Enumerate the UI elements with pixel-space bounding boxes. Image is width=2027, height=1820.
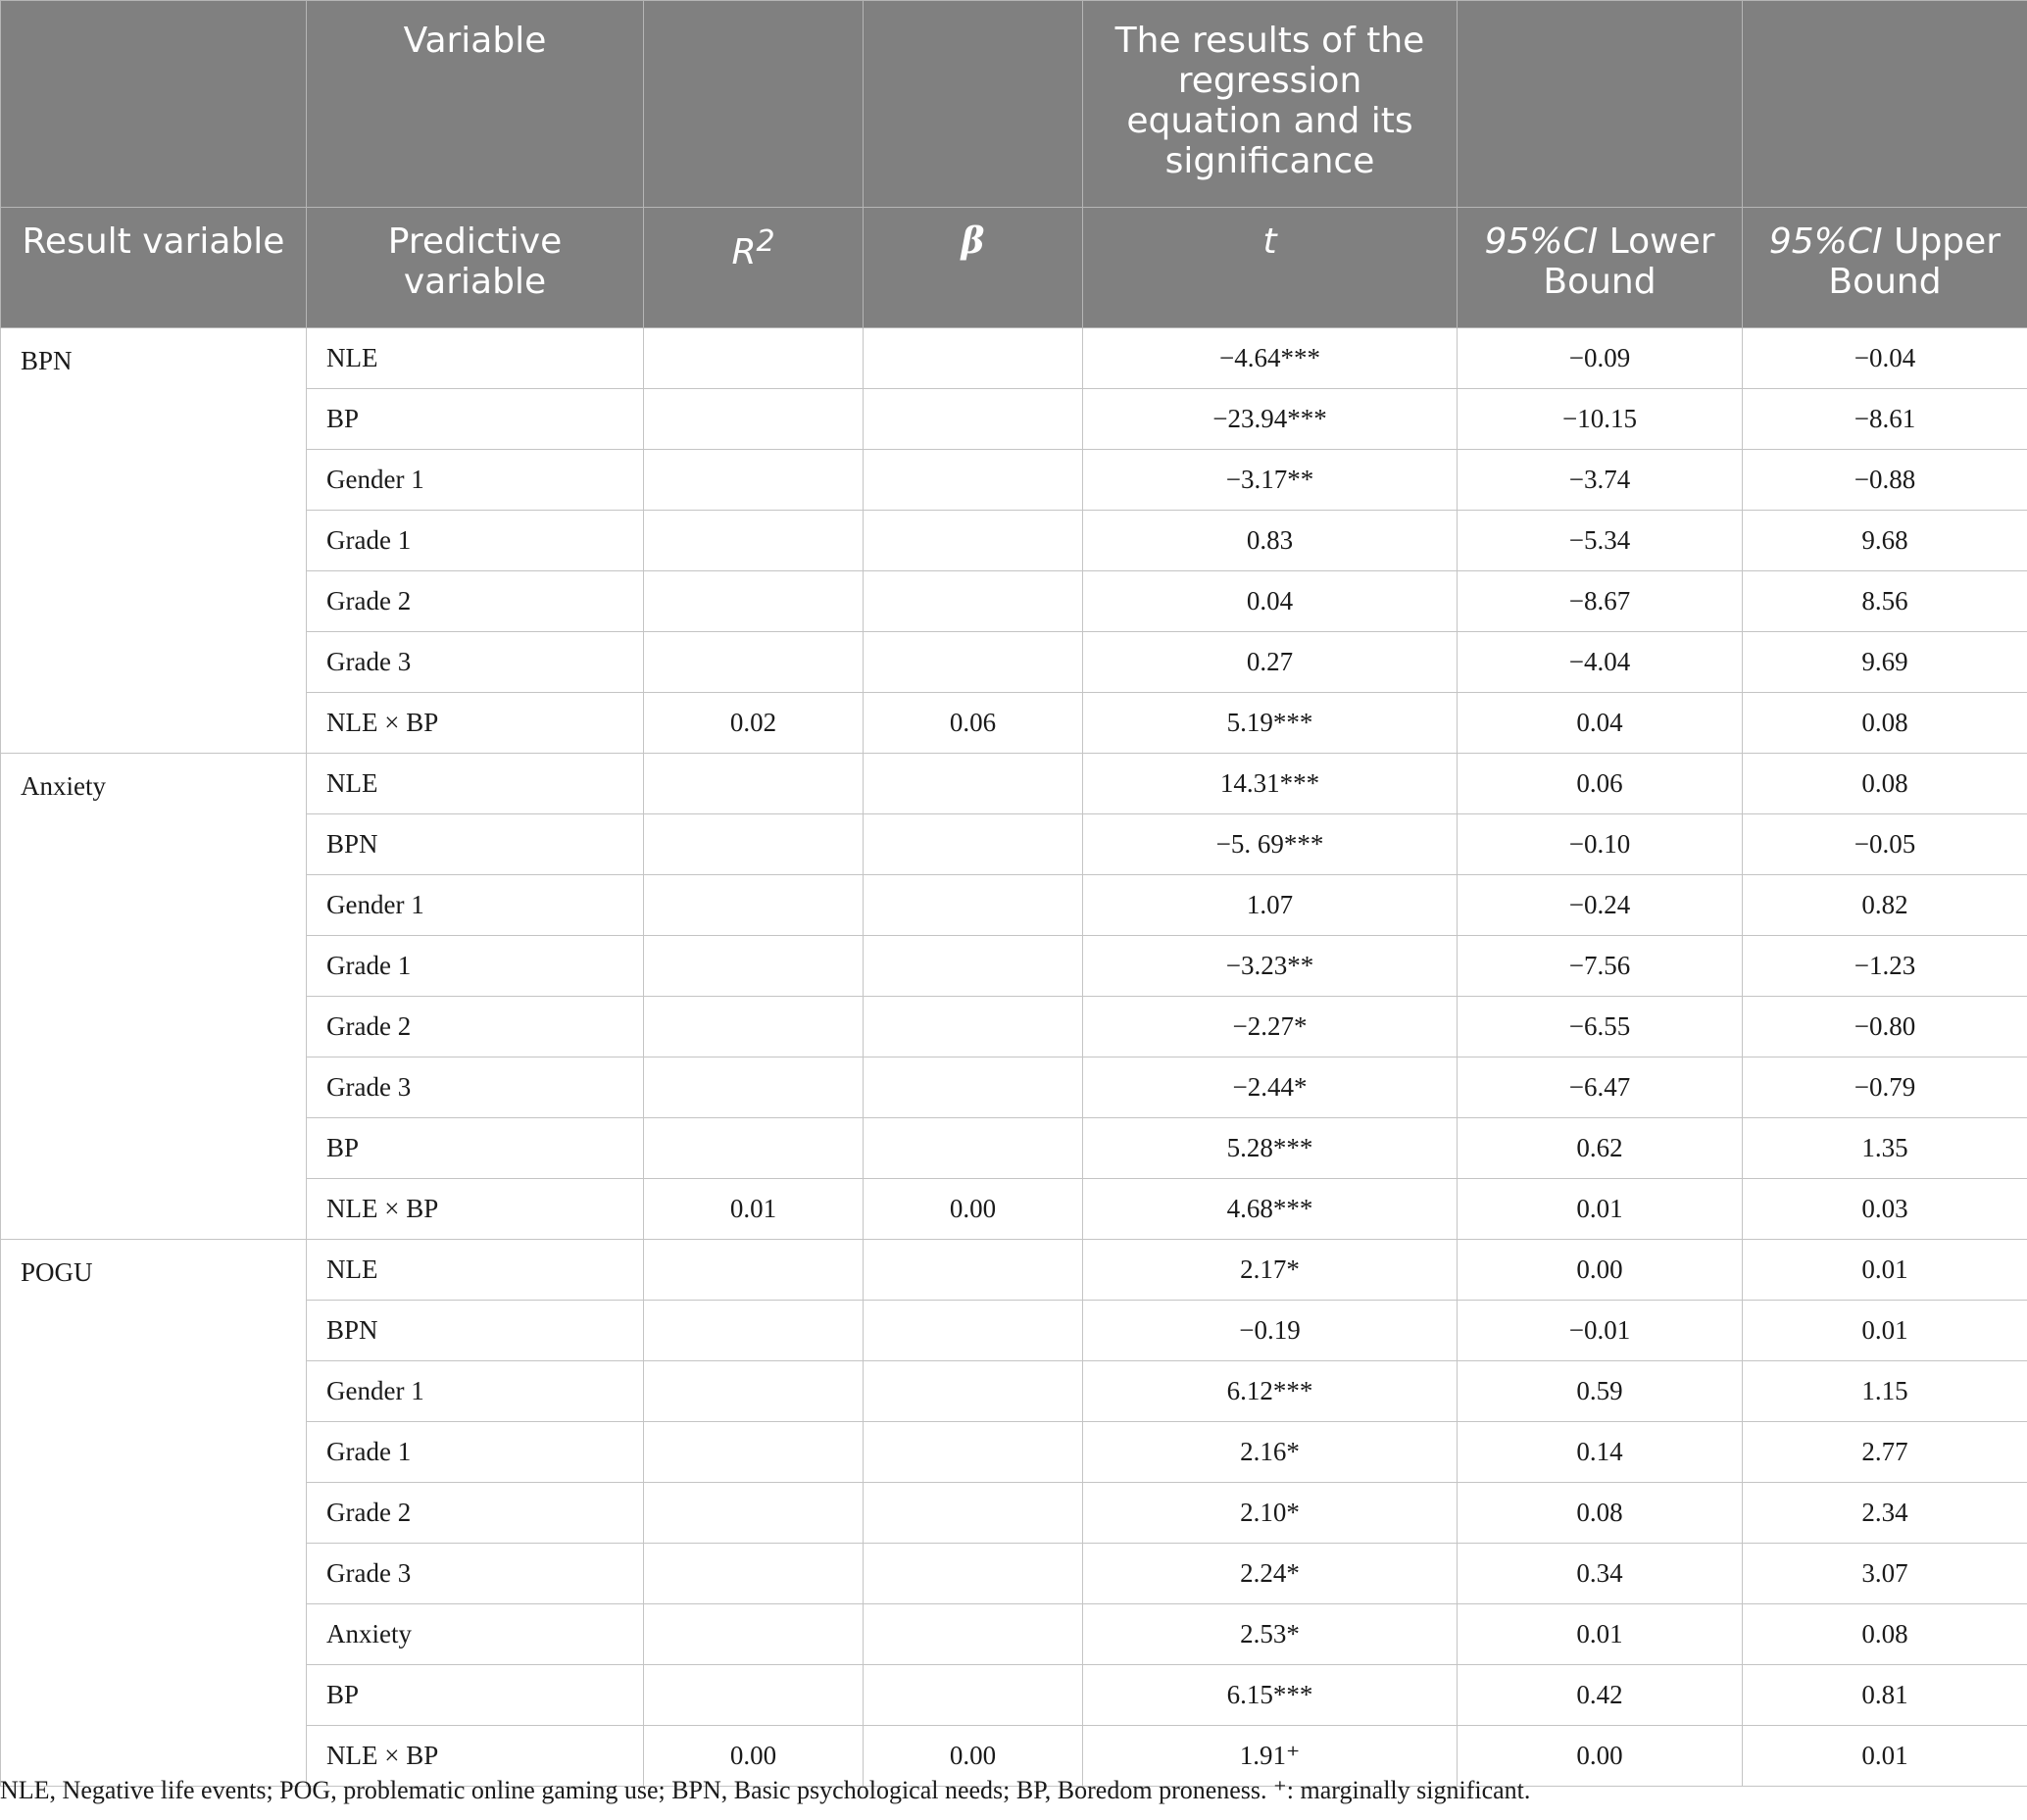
beta-cell xyxy=(864,1361,1083,1422)
header-beta-label: β xyxy=(961,221,985,262)
ci-upper-cell: −0.80 xyxy=(1743,997,2027,1058)
r2-cell xyxy=(644,1422,864,1483)
ci-lower-cell: −10.15 xyxy=(1458,389,1743,450)
ci-upper-cell: 9.69 xyxy=(1743,632,2027,693)
ci-lower-cell: 0.00 xyxy=(1458,1240,1743,1301)
predictor-cell: BPN xyxy=(307,1301,644,1361)
ci-upper-cell: −0.88 xyxy=(1743,450,2027,511)
ci-lower-cell: −6.47 xyxy=(1458,1058,1743,1118)
predictor-cell: NLE × BP xyxy=(307,1179,644,1240)
predictor-cell: Grade 2 xyxy=(307,571,644,632)
predictor-cell: Grade 3 xyxy=(307,1544,644,1604)
ci-lower-cell: −5.34 xyxy=(1458,511,1743,571)
ci-upper-cell: −0.04 xyxy=(1743,328,2027,389)
beta-cell xyxy=(864,936,1083,997)
header-ci-upper xyxy=(1743,208,2027,328)
predictor-cell: NLE × BP xyxy=(307,693,644,754)
t-value-cell: 5.28*** xyxy=(1083,1118,1458,1179)
predictor-cell: Grade 1 xyxy=(307,1422,644,1483)
table-body xyxy=(1,328,2027,1787)
beta-cell xyxy=(864,1118,1083,1179)
beta-cell xyxy=(864,875,1083,936)
ci-upper-cell: 0.01 xyxy=(1743,1301,2027,1361)
t-value-cell: 6.15*** xyxy=(1083,1665,1458,1726)
ci-upper-cell: 0.08 xyxy=(1743,754,2027,814)
r2-cell xyxy=(644,1058,864,1118)
beta-cell xyxy=(864,328,1083,389)
ci-upper-cell: 1.35 xyxy=(1743,1118,2027,1179)
t-value-cell: 2.10* xyxy=(1083,1483,1458,1544)
beta-cell xyxy=(864,997,1083,1058)
beta-cell xyxy=(864,1058,1083,1118)
t-value-cell: 0.04 xyxy=(1083,571,1458,632)
ci-upper-cell: 0.01 xyxy=(1743,1240,2027,1301)
header-row-columns xyxy=(1,208,2027,328)
predictor-cell: NLE × BP xyxy=(307,1726,644,1787)
predictor-cell: NLE xyxy=(307,1240,644,1301)
r2-cell xyxy=(644,1665,864,1726)
beta-cell: 0.00 xyxy=(864,1179,1083,1240)
table-footnote: NLE, Negative life events; POG, problematic online gaming use; BPN, Basic psychological needs; BP, Boredom proneness. ⁺: marginally significant. xyxy=(0,1776,1531,1804)
t-value-cell: −5. 69*** xyxy=(1083,814,1458,875)
t-value-cell: 2.53* xyxy=(1083,1604,1458,1665)
predictor-cell: Gender 1 xyxy=(307,1361,644,1422)
r2-cell xyxy=(644,1361,864,1422)
ci-upper-cell: −8.61 xyxy=(1743,389,2027,450)
t-value-cell: 2.17* xyxy=(1083,1240,1458,1301)
predictor-cell: Gender 1 xyxy=(307,450,644,511)
beta-cell xyxy=(864,814,1083,875)
r2-cell xyxy=(644,1604,864,1665)
beta-cell: 0.06 xyxy=(864,693,1083,754)
header-ci-lower-label: Lower Bound xyxy=(1543,221,1715,302)
ci-upper-cell: −1.23 xyxy=(1743,936,2027,997)
r2-cell xyxy=(644,1301,864,1361)
header-predictive-variable: Predictive variable xyxy=(307,208,644,328)
r2-cell xyxy=(644,1118,864,1179)
predictor-cell: NLE xyxy=(307,328,644,389)
table-row xyxy=(1,754,2027,814)
predictor-cell: Grade 3 xyxy=(307,1058,644,1118)
ci-lower-cell: 0.42 xyxy=(1458,1665,1743,1726)
predictor-cell: Grade 2 xyxy=(307,1483,644,1544)
predictor-cell: BP xyxy=(307,1118,644,1179)
beta-cell xyxy=(864,1483,1083,1544)
predictor-cell: Grade 1 xyxy=(307,936,644,997)
predictor-cell: Grade 3 xyxy=(307,632,644,693)
ci-upper-cell: 0.03 xyxy=(1743,1179,2027,1240)
ci-upper-cell: 0.82 xyxy=(1743,875,2027,936)
ci-upper-cell: −0.05 xyxy=(1743,814,2027,875)
ci-lower-cell: 0.08 xyxy=(1458,1483,1743,1544)
predictor-cell: Gender 1 xyxy=(307,875,644,936)
result-variable-cell: Anxiety xyxy=(1,754,307,1240)
header-cell-empty xyxy=(1458,1,1743,208)
header-ci-upper-ci: 95%CI xyxy=(1768,221,1883,262)
t-value-cell: 2.16* xyxy=(1083,1422,1458,1483)
header-ci-upper-label: Upper Bound xyxy=(1828,221,2002,302)
header-r2 xyxy=(644,208,864,328)
header-r2-superscript: 2 xyxy=(756,224,775,259)
table-row xyxy=(1,1240,2027,1301)
header-t xyxy=(1083,208,1458,328)
predictor-cell: Grade 2 xyxy=(307,997,644,1058)
ci-upper-cell: 2.34 xyxy=(1743,1483,2027,1544)
r2-cell xyxy=(644,511,864,571)
ci-lower-cell: −6.55 xyxy=(1458,997,1743,1058)
r2-cell xyxy=(644,814,864,875)
header-cell-empty xyxy=(644,1,864,208)
t-value-cell: 5.19*** xyxy=(1083,693,1458,754)
predictor-cell: BP xyxy=(307,389,644,450)
header-cell-empty xyxy=(1743,1,2027,208)
header-ci-lower-ci: 95%CI xyxy=(1484,221,1599,262)
predictor-cell: BP xyxy=(307,1665,644,1726)
r2-cell xyxy=(644,328,864,389)
t-value-cell: −2.44* xyxy=(1083,1058,1458,1118)
ci-upper-cell: 0.01 xyxy=(1743,1726,2027,1787)
t-value-cell: 0.83 xyxy=(1083,511,1458,571)
ci-lower-cell: 0.01 xyxy=(1458,1604,1743,1665)
ci-upper-cell: 8.56 xyxy=(1743,571,2027,632)
header-row-top xyxy=(1,1,2027,208)
ci-lower-cell: −0.10 xyxy=(1458,814,1743,875)
table-row xyxy=(1,328,2027,389)
beta-cell xyxy=(864,1604,1083,1665)
ci-lower-cell: 0.00 xyxy=(1458,1726,1743,1787)
r2-cell xyxy=(644,1483,864,1544)
header-results: The results of the regression equation and its significance xyxy=(1083,1,1458,208)
r2-cell xyxy=(644,389,864,450)
t-value-cell: −2.27* xyxy=(1083,997,1458,1058)
r2-cell: 0.00 xyxy=(644,1726,864,1787)
t-value-cell: 14.31*** xyxy=(1083,754,1458,814)
ci-lower-cell: −3.74 xyxy=(1458,450,1743,511)
table-header xyxy=(1,1,2027,328)
beta-cell xyxy=(864,1240,1083,1301)
beta-cell xyxy=(864,571,1083,632)
ci-lower-cell: 0.62 xyxy=(1458,1118,1743,1179)
t-value-cell: −23.94*** xyxy=(1083,389,1458,450)
t-value-cell: 0.27 xyxy=(1083,632,1458,693)
header-ci-lower xyxy=(1458,208,1743,328)
r2-cell xyxy=(644,875,864,936)
beta-cell xyxy=(864,1544,1083,1604)
r2-cell xyxy=(644,632,864,693)
beta-cell xyxy=(864,754,1083,814)
ci-upper-cell: 1.15 xyxy=(1743,1361,2027,1422)
beta-cell xyxy=(864,450,1083,511)
ci-lower-cell: −8.67 xyxy=(1458,571,1743,632)
t-value-cell: 1.91⁺ xyxy=(1083,1726,1458,1787)
beta-cell xyxy=(864,1301,1083,1361)
header-cell-empty xyxy=(1,1,307,208)
ci-lower-cell: 0.04 xyxy=(1458,693,1743,754)
ci-upper-cell: 0.08 xyxy=(1743,1604,2027,1665)
ci-upper-cell: 3.07 xyxy=(1743,1544,2027,1604)
ci-lower-cell: 0.06 xyxy=(1458,754,1743,814)
r2-cell xyxy=(644,997,864,1058)
t-value-cell: −3.23** xyxy=(1083,936,1458,997)
result-variable-cell: BPN xyxy=(1,328,307,754)
ci-upper-cell: −0.79 xyxy=(1743,1058,2027,1118)
predictor-cell: Grade 1 xyxy=(307,511,644,571)
ci-upper-cell: 2.77 xyxy=(1743,1422,2027,1483)
t-value-cell: 4.68*** xyxy=(1083,1179,1458,1240)
t-value-cell: −3.17** xyxy=(1083,450,1458,511)
beta-cell xyxy=(864,1665,1083,1726)
beta-cell xyxy=(864,389,1083,450)
r2-cell xyxy=(644,936,864,997)
ci-lower-cell: −4.04 xyxy=(1458,632,1743,693)
t-value-cell: 2.24* xyxy=(1083,1544,1458,1604)
beta-cell xyxy=(864,1422,1083,1483)
result-variable-cell: POGU xyxy=(1,1240,307,1787)
ci-lower-cell: 0.34 xyxy=(1458,1544,1743,1604)
beta-cell xyxy=(864,632,1083,693)
header-cell-empty xyxy=(864,1,1083,208)
t-value-cell: 1.07 xyxy=(1083,875,1458,936)
ci-upper-cell: 0.81 xyxy=(1743,1665,2027,1726)
r2-cell xyxy=(644,571,864,632)
r2-cell: 0.02 xyxy=(644,693,864,754)
beta-cell xyxy=(864,511,1083,571)
ci-lower-cell: 0.59 xyxy=(1458,1361,1743,1422)
ci-lower-cell: 0.01 xyxy=(1458,1179,1743,1240)
predictor-cell: Anxiety xyxy=(307,1604,644,1665)
predictor-cell: NLE xyxy=(307,754,644,814)
ci-upper-cell: 9.68 xyxy=(1743,511,2027,571)
header-result-variable: Result variable xyxy=(1,208,307,328)
ci-upper-cell: 0.08 xyxy=(1743,693,2027,754)
r2-cell xyxy=(644,450,864,511)
header-beta xyxy=(864,208,1083,328)
header-r2-base: R xyxy=(731,232,757,272)
r2-cell xyxy=(644,1544,864,1604)
r2-cell xyxy=(644,1240,864,1301)
header-t-label: t xyxy=(1262,221,1277,262)
t-value-cell: 6.12*** xyxy=(1083,1361,1458,1422)
r2-cell xyxy=(644,754,864,814)
predictor-cell: BPN xyxy=(307,814,644,875)
t-value-cell: −4.64*** xyxy=(1083,328,1458,389)
beta-cell: 0.00 xyxy=(864,1726,1083,1787)
ci-lower-cell: −0.24 xyxy=(1458,875,1743,936)
t-value-cell: −0.19 xyxy=(1083,1301,1458,1361)
ci-lower-cell: −7.56 xyxy=(1458,936,1743,997)
header-variable: Variable xyxy=(307,1,644,208)
ci-lower-cell: −0.01 xyxy=(1458,1301,1743,1361)
r2-cell: 0.01 xyxy=(644,1179,864,1240)
ci-lower-cell: −0.09 xyxy=(1458,328,1743,389)
ci-lower-cell: 0.14 xyxy=(1458,1422,1743,1483)
